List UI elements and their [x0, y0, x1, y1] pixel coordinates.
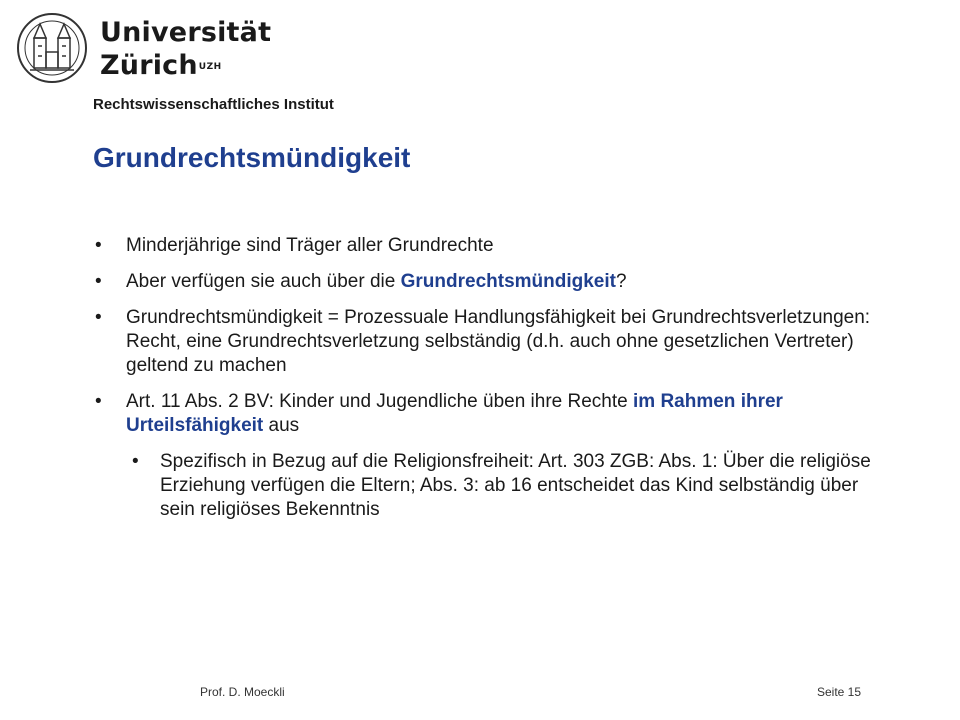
bullet-highlight: Grundrechtsmündigkeit — [400, 271, 616, 292]
bullet-text-end: ? — [615, 271, 627, 292]
bullet-highlight: im Rahmen ihrer Urteilsfähigkeit — [126, 391, 783, 436]
bullet-item — [93, 306, 893, 378]
university-name — [100, 16, 271, 82]
bullet-text: Spezifisch in Bezug auf die Religionsfreiheit: Art. 303 ZGB: Abs. 1: Über die religiöse Erziehung verfügen die Eltern; Abs. 3: ab 16 entscheidet das Kind selbständig über sein religiöses Bekenntnis — [160, 451, 871, 520]
bullet-item — [93, 270, 893, 294]
bullet-glyph: • — [95, 391, 102, 412]
university-city: Zürich — [100, 50, 198, 81]
bullet-glyph: • — [132, 451, 139, 472]
footer-page-number: Seite 15 — [817, 685, 862, 699]
university-name-line1: Universität — [100, 17, 272, 48]
slide-body — [93, 234, 893, 534]
bullet-glyph: • — [95, 271, 102, 292]
university-abbreviation: UZH — [198, 62, 222, 72]
bullet-text: Grundrechtsmündigkeit = Prozessuale Handlungsfähigkeit bei Grundrechtsverletzungen: Recht, eine Grundrechtsverletzung selbständig (d.h. auch ohne gesetzlichen Vertreter) geltend zu machen — [126, 307, 871, 376]
university-seal-icon — [16, 12, 88, 84]
university-name-line2 — [100, 49, 271, 82]
bullet-item — [93, 234, 893, 258]
bullet-item — [93, 390, 893, 438]
bullet-text: Minderjährige sind Träger aller Grundrechte — [126, 235, 494, 256]
slide-title: Grundrechtsmündigkeit — [93, 142, 411, 173]
bullet-text: Aber verfügen sie auch über die — [126, 271, 401, 292]
institute-name: Rechtswissenschaftliches Institut — [93, 96, 334, 113]
bullet-text-end: aus — [263, 415, 300, 436]
bullet-glyph: • — [95, 307, 102, 328]
bullet-glyph: • — [95, 235, 102, 256]
sub-bullet-item — [130, 450, 893, 522]
footer-author: Prof. D. Moeckli — [200, 685, 285, 699]
bullet-text: Art. 11 Abs. 2 BV: Kinder und Jugendliche üben ihre Rechte — [126, 391, 633, 412]
